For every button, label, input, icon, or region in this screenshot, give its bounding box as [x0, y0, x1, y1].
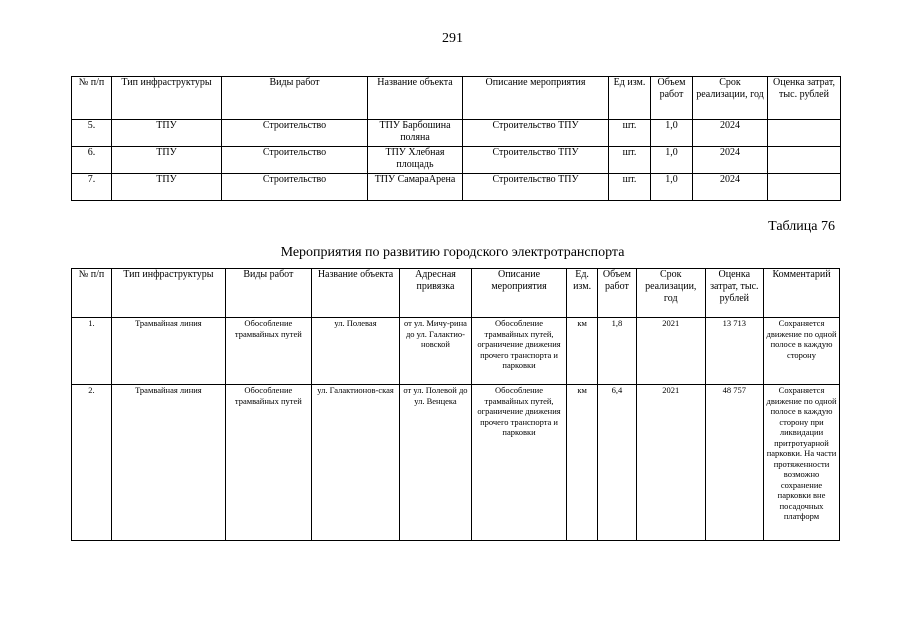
header-cell: Ед изм. [609, 77, 651, 120]
table-cell: Трамвайная линия [111, 385, 225, 541]
table-cell: 2024 [693, 120, 768, 147]
table-cell [768, 147, 841, 174]
table-cell: 48 757 [705, 385, 763, 541]
table-electrotransport [71, 268, 840, 541]
table-cell: Обособление трамвайных путей, ограничение движения прочего транспорта и парковки [471, 318, 566, 385]
table-row [72, 318, 840, 385]
table-cell: ТПУ [112, 174, 222, 201]
table-label: Таблица 76 [768, 219, 835, 234]
table-cell: км [567, 385, 598, 541]
table-cell: 2021 [636, 385, 705, 541]
table-cell [768, 174, 841, 201]
header-cell: Оценка затрат, тыс. рублей [705, 269, 763, 318]
table-cell: Строительство [222, 174, 368, 201]
header-cell: Ед. изм. [567, 269, 598, 318]
table-cell: Сохраняется движение по одной полосе в каждую сторону [764, 318, 840, 385]
table-cell: ТПУ Хлебная площадь [368, 147, 463, 174]
table-cell: ТПУ СамараАрена [368, 174, 463, 201]
header-cell: Описание мероприятия [471, 269, 566, 318]
table-cell: ул. Галактионов-ская [311, 385, 399, 541]
header-cell: № п/п [72, 269, 112, 318]
table-cell [768, 120, 841, 147]
header-cell: Срок реализации, год [636, 269, 705, 318]
header-cell: № п/п [72, 77, 112, 120]
table-cell: 5. [72, 120, 112, 147]
header-cell: Комментарий [764, 269, 840, 318]
table-cell: 1. [72, 318, 112, 385]
table-cell: 1,0 [651, 147, 693, 174]
header-cell: Срок реализации, год [693, 77, 768, 120]
table-row [72, 385, 840, 541]
table-cell: ТПУ Барбошина поляна [368, 120, 463, 147]
header-cell: Адресная привязка [400, 269, 472, 318]
table-cell: ул. Полевая [311, 318, 399, 385]
header-cell: Объем работ [597, 269, 636, 318]
table-cell: Обособление трамвайных путей [225, 385, 311, 541]
header-cell: Объем работ [651, 77, 693, 120]
table-cell: Обособление трамвайных путей [225, 318, 311, 385]
table-cell: 1,8 [597, 318, 636, 385]
table-header-row [72, 269, 840, 318]
table-cell: Строительство [222, 147, 368, 174]
table-cell: 2. [72, 385, 112, 541]
table-cell: 7. [72, 174, 112, 201]
table-cell: 6. [72, 147, 112, 174]
table-cell: Строительство ТПУ [463, 147, 609, 174]
table-cell: Строительство [222, 120, 368, 147]
table-cell: шт. [609, 147, 651, 174]
table-cell: ТПУ [112, 147, 222, 174]
table-row [72, 174, 841, 201]
table-row [72, 147, 841, 174]
table-cell: ТПУ [112, 120, 222, 147]
table-cell: Сохраняется движение по одной полосе в каждую сторону при ликвидации притротуарной парковки. На части протяженности возможно сохранение парковки вне посадочных платформ [764, 385, 840, 541]
table-tpu-continuation [71, 76, 841, 201]
table-cell: 2021 [636, 318, 705, 385]
table-cell: шт. [609, 174, 651, 201]
header-cell: Описание мероприятия [463, 77, 609, 120]
table-cell: от ул. Мичу-рина до ул. Галактио-новской [400, 318, 472, 385]
page-number: 291 [442, 31, 463, 46]
table-title: Мероприятия по развитию городского электротранспорта [280, 245, 625, 260]
table-cell: 13 713 [705, 318, 763, 385]
header-cell: Виды работ [225, 269, 311, 318]
table-cell: 1,0 [651, 120, 693, 147]
table-cell: Трамвайная линия [111, 318, 225, 385]
header-cell: Тип инфраструктуры [111, 269, 225, 318]
table-cell: 6,4 [597, 385, 636, 541]
table-cell: от ул. Полевой до ул. Венцека [400, 385, 472, 541]
table-cell: 2024 [693, 147, 768, 174]
table-cell: Строительство ТПУ [463, 120, 609, 147]
header-cell: Название объекта [368, 77, 463, 120]
header-cell: Оценка затрат, тыс. рублей [768, 77, 841, 120]
table-cell: шт. [609, 120, 651, 147]
header-cell: Виды работ [222, 77, 368, 120]
table-cell: 2024 [693, 174, 768, 201]
table-row [72, 120, 841, 147]
table-cell: Обособление трамвайных путей, ограничение движения прочего транспорта и парковки [471, 385, 566, 541]
header-cell: Название объекта [311, 269, 399, 318]
table-cell: 1,0 [651, 174, 693, 201]
table-cell: Строительство ТПУ [463, 174, 609, 201]
header-cell: Тип инфраструктуры [112, 77, 222, 120]
table-cell: км [567, 318, 598, 385]
table-header-row [72, 77, 841, 120]
